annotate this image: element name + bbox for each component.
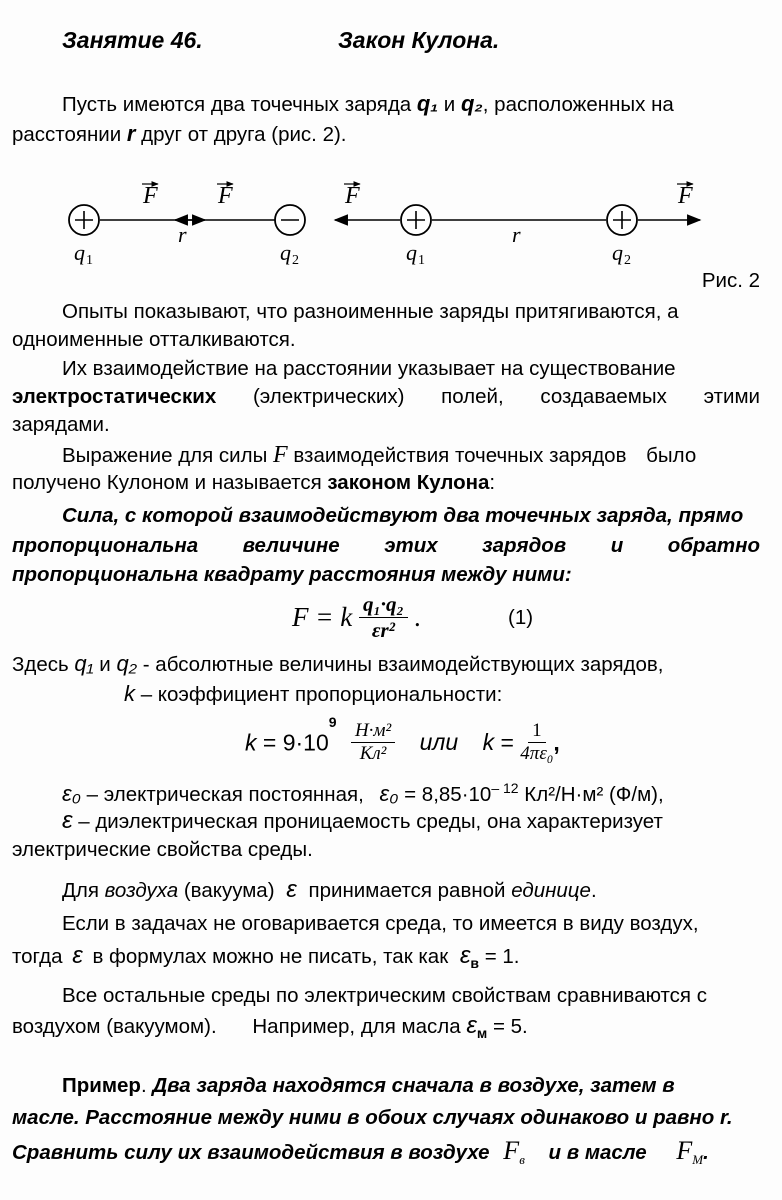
q2-label-2: q — [612, 240, 623, 265]
cond-line-2: тогда ε в формулах можно не писать, так как $\varepsilon_в = 1$. — [12, 942, 520, 972]
distance-label-1: r — [178, 222, 187, 247]
para2-line-2: электростатических (электрических) полей, создаваемых этими — [12, 385, 760, 408]
force-label-4: F — [678, 183, 693, 209]
lesson-number: Занятие 46. — [62, 27, 203, 53]
para2-line-1: Их взаимодействие на расстоянии указывает на существование — [62, 357, 676, 380]
force-label-1: F — [143, 183, 158, 209]
formula-denominator: εr² — [371, 618, 395, 642]
media-line-2: воздухом (вакуумом). Например, для масла $\varepsilon_м = 5$. — [12, 1012, 528, 1042]
figure-caption: Рис. 2 — [701, 269, 760, 292]
cond-line-1: Если в задачах не оговаривается среда, то имеется в виду воздух, — [62, 912, 699, 935]
eps-line-2: электрические свойства среды. — [12, 838, 313, 861]
law-line-1: Сила, с которой взаимодействуют два точечных заряда, прямо — [62, 504, 744, 527]
formula-number: (1) — [508, 606, 534, 629]
q1-label-1: q — [74, 240, 85, 265]
example-line-2: масле. Расстояние между ними в обоих случаях одинаково и равно r. — [12, 1106, 733, 1129]
eps-line-1: ε – диэлектрическая проницаемость среды, она характеризует — [62, 807, 663, 834]
example-line-3: Сравнить силу их взаимодействия в воздухе $F_в$ и в масле $F_M$. — [12, 1136, 709, 1168]
q1-sub-1: 1 — [86, 253, 93, 268]
k-formula: $k = 9\cdot 10^9$ $\frac{\text{Н·м²}}{\text{Кл²}}$ или k = $\frac{1}{\text{4πε₀}}$ , — [245, 714, 560, 765]
formula-numerator: q₁·q₂ — [359, 592, 408, 618]
attraction-diagram — [69, 183, 305, 268]
coulomb-formula: F = k $\frac{\text{q₁·q₂}}{\text{εr²}}$ . — [292, 592, 422, 642]
q2-sub-2: 2 — [624, 253, 631, 268]
where-line-2: k – коэффициент пропорциональности: — [124, 681, 503, 706]
eps0-line: ε₀ – электрическая постоянная, $\varepsilon_0 = 8,85\cdot 10^{- 12}$ Кл²/Н·м² (Ф/м), — [62, 780, 664, 806]
media-line-1: Все остальные среды по электрическим свойствам сравниваются с — [62, 984, 707, 1007]
intro-line-2: расстоянии r друг от друга (рис. 2). — [12, 121, 347, 146]
where-line-1: Здесь q₁ и q₂ - абсолютные величины взаимодействующих зарядов, — [12, 651, 664, 676]
air-line: Для воздуха (вакуума) ε принимается равной единице. — [62, 876, 597, 903]
distance-label-2: r — [512, 222, 521, 247]
lesson-topic: Закон Кулона. — [338, 27, 500, 53]
q1-sub-2: 1 — [418, 253, 425, 268]
law-line-3: пропорциональна квадрату расстояния между ними: — [12, 563, 572, 586]
example-line-1: Пример. Два заряда находятся сначала в воздухе, затем в — [62, 1074, 675, 1097]
formula-lhs: F = k — [292, 602, 353, 632]
repulsion-diagram — [335, 183, 700, 268]
figure-charges — [0, 170, 782, 280]
q2-label-1: q — [280, 240, 291, 265]
para3-line-1: Выражение для силы F взаимодействия точечных зарядов было — [62, 442, 697, 468]
law-line-2: пропорциональна величине этих зарядов и обратно — [12, 534, 760, 557]
para2-line-3: зарядами. — [12, 413, 110, 436]
para3-line-2: получено Кулоном и называется законом Кулона: — [12, 471, 496, 494]
q1-label-2: q — [406, 240, 417, 265]
para1-line-2: одноименные отталкиваются. — [12, 328, 296, 351]
para1-line-1: Опыты показывают, что разноименные заряды притягиваются, а — [62, 300, 679, 323]
intro-line-1: Пусть имеются два точечных заряда q₁ и q₂, расположенных на — [62, 91, 674, 116]
force-label-3: F — [345, 183, 360, 209]
q2-sub-1: 2 — [292, 253, 299, 268]
force-label-2: F — [218, 183, 233, 209]
